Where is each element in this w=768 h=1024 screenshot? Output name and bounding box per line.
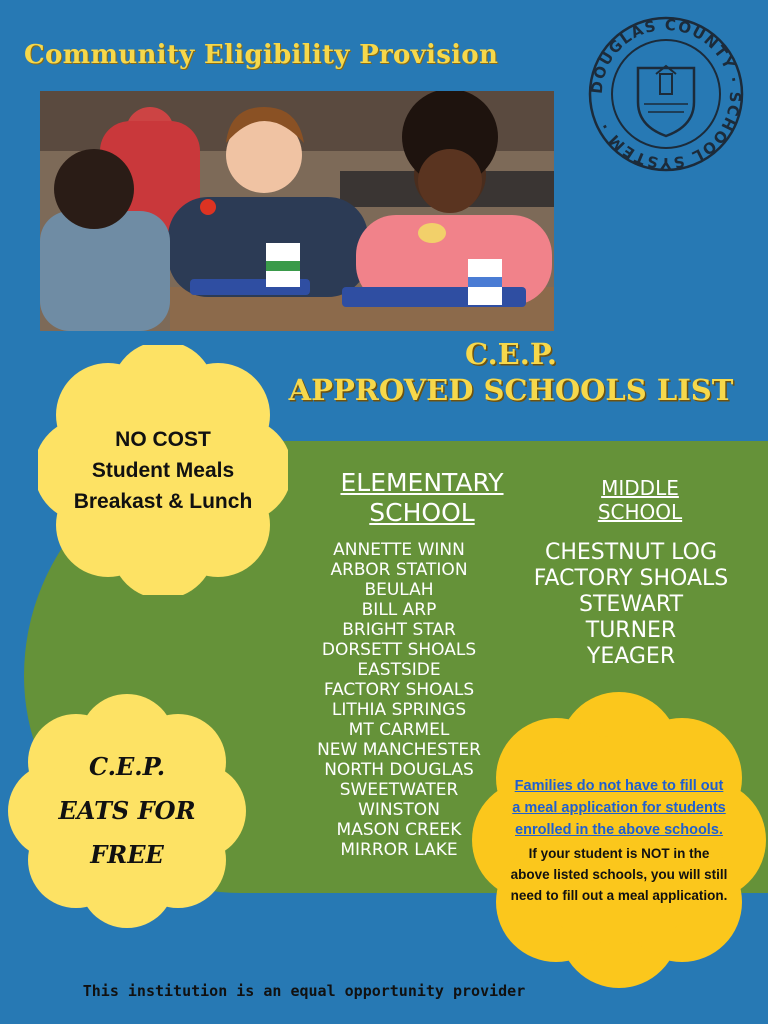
list-item: MT CARMEL [348,720,450,740]
list-item: WINSTON [358,800,440,820]
list-item: CHESTNUT LOG [544,540,718,565]
eats-line3: FREE [90,840,164,869]
elementary-heading-line1: ELEMENTARY [340,468,504,497]
list-item: ANNETTE WINN [333,540,465,560]
list-item: MIRROR LAKE [340,840,458,860]
page-title: Community Eligibility Provision [24,40,499,70]
list-item: FACTORY SHOALS [323,680,475,700]
no-cost-line: NO COST [115,427,211,451]
eats-line1: C.E.P. [88,752,166,781]
list-item: SWEETWATER [339,780,459,800]
list-item: BRIGHT STAR [342,620,456,640]
middle-heading-line2: SCHOOL [597,500,683,524]
meal-application-info-badge [470,690,768,990]
cep-heading-line2: APPROVED SCHOOLS LIST [288,373,734,407]
list-item: BILL ARP [361,600,437,620]
list-item: DORSETT SHOALS [321,640,477,660]
douglas-county-seal-logo [586,14,746,174]
students-eating-lunch-photo [40,91,554,331]
list-item: MASON CREEK [336,820,462,840]
list-item: FACTORY SHOALS [533,566,729,591]
list-item: TURNER [585,618,677,643]
cep-heading-line1: C.E.P. [465,337,557,371]
list-item: NORTH DOUGLAS [324,760,474,780]
list-item: NEW MANCHESTER [317,740,481,760]
no-cost-meals-badge [38,345,288,595]
elementary-school-heading [314,468,530,528]
application-required-note: If your student is NOT in the above listed schools, you will still need to fill out a meal application. [510,845,728,903]
list-item: BEULAH [364,580,434,600]
eats-for-free-badge [8,694,246,928]
middle-school-heading [560,476,720,524]
approved-schools-heading [262,336,760,408]
middle-heading-line1: MIDDLE [601,476,679,500]
middle-schools-list [506,540,756,670]
elementary-heading-line2: SCHOOL [369,498,475,527]
breakfast-lunch-line: Breakast & Lunch [73,489,253,513]
no-application-needed-link[interactable]: Families do not have to fill out a meal application for students enrolled in the above schools. [512,777,726,838]
equal-opportunity-footer: This institution is an equal opportunity provider [82,982,526,1000]
list-item: STEWART [578,592,684,617]
eats-line2: EATS FOR [58,796,196,825]
student-meals-line: Student Meals [91,458,235,482]
list-item: ARBOR STATION [330,560,468,580]
list-item: LITHIA SPRINGS [331,700,467,720]
svg-text:DOUGLAS COUNTY · SCHOOL SYSTEM: DOUGLAS COUNTY · SCHOOL SYSTEM · [587,15,745,173]
list-item: EASTSIDE [357,660,441,680]
list-item: YEAGER [586,644,676,669]
